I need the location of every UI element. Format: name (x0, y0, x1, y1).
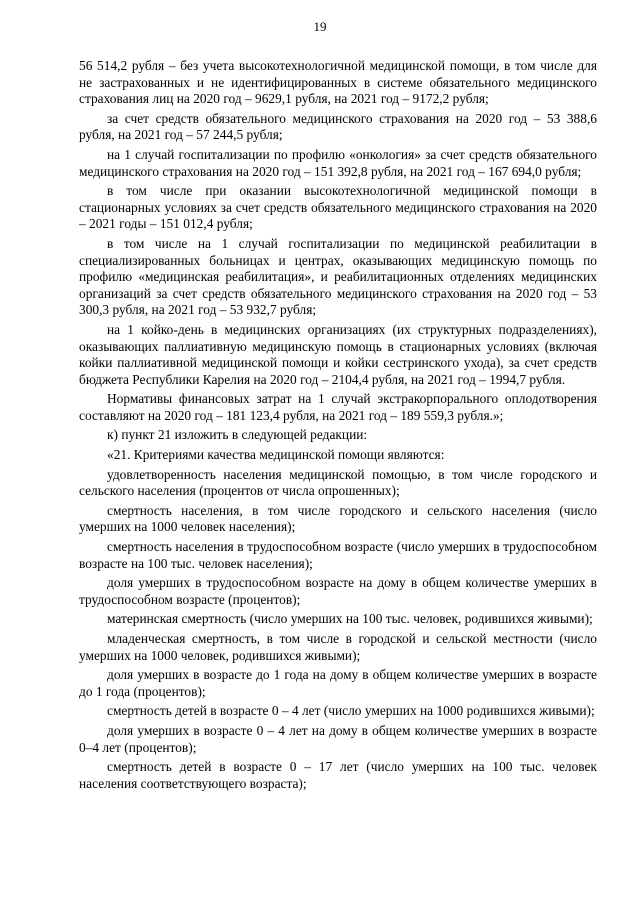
criterion-child-0-17-mortality: смертность детей в возрасте 0 – 17 лет (число умерших на 100 тыс. человек населения соответствующего возраста); (79, 759, 597, 791)
criterion-satisfaction: удовлетворенность населения медицинской помощью, в том числе городского и сельского населения (процентов от числа опрошенных); (79, 466, 597, 499)
criterion-working-age-home-deaths: доля умерших в трудоспособном возрасте на дому в общем количестве умерших в трудоспособном возрасте (процентов); (79, 575, 597, 607)
paragraph-rehabilitation-cost: в том числе на 1 случай госпитализации по медицинской реабилитации в специализированных больницах и центрах, оказывающих медицинскую помощь по профилю «медицинская реабилитация», и реабилитационных отделениях медицинских организаций за счет средств обязательного медицинского страхования на 2020 год – 53 300,3 рубля, на 2021 год – 53 932,7 рубля; (79, 235, 597, 318)
criterion-child-0-4-mortality: смертность детей в возрасте 0 – 4 лет (число умерших на 1000 родившихся живыми); (107, 703, 595, 719)
document-body (79, 58, 597, 795)
criterion-working-age-mortality: смертность населения в трудоспособном возрасте (число умерших в трудоспособном возрасте на 100 тыс. человек населения); (79, 539, 597, 571)
criterion-child-0-4-home-deaths: доля умерших в возрасте 0 – 4 лет на дому в общем количестве умерших в возрасте 0–4 лет (процентов); (79, 722, 597, 755)
criterion-infant-mortality: младенческая смертность, в том числе в городской и сельской местности (число умерших на 1000 человек, родившихся живыми); (79, 631, 597, 663)
paragraph-palliative-bed-day-cost: на 1 койко-день в медицинских организациях (их структурных подразделениях), оказывающих паллиативную медицинскую помощь в стационарных условиях (включая койки паллиативной медицинской помощи и койки сестринского ухода), за счет средств бюджета Республики Карелия на 2020 год – 2104,4 рубля, на 2021 год – 1994,7 рубля. (79, 321, 597, 387)
page-number: 19 (313, 19, 327, 34)
paragraph-oncology-cost: на 1 случай госпитализации по профилю «онкология» за счет средств обязательного медицинского страхования на 2020 год – 151 392,8 рубля, на 2021 год – 167 694,0 рубля; (79, 146, 597, 179)
paragraph-cost-excluding-high-tech: 56 514,2 рубля – без учета высокотехнологичной медицинской помощи, в том числе для не застрахованных и не идентифицированных в системе обязательного медицинского страхования лиц на 2020 год – 9629,1 рубля, на 2021 год – 9172,2 рубля; (79, 58, 597, 107)
paragraph-oms-cost: за счет средств обязательного медицинского страхования на 2020 год – 53 388,6 рубля, на 2021 год – 57 244,5 рубля; (79, 110, 597, 143)
criterion-maternal-mortality: материнская смертность (число умерших на 100 тыс. человек, родившихся живыми); (107, 611, 593, 627)
paragraph-high-tech-cost: в том числе при оказании высокотехнологичной медицинской помощи в стационарных условиях за счет средств обязательного медицинского страхования на 2020 – 2021 годы – 151 012,4 рубля; (79, 183, 597, 232)
paragraph-amendment-item: к) пункт 21 изложить в следующей редакции: (107, 427, 368, 443)
criterion-mortality: смертность населения, в том числе городского и сельского населения (число умерших на 1000 человек населения); (79, 502, 597, 535)
paragraph-quality-criteria-heading: «21. Критериями качества медицинской помощи являются: (107, 447, 445, 463)
paragraph-ivf-cost: Нормативы финансовых затрат на 1 случай экстракорпорального оплодотворения составляют на 2020 год – 181 123,4 рубля, на 2021 год – 189 559,3 рубля.»; (79, 391, 597, 423)
criterion-infant-home-deaths: доля умерших в возрасте до 1 года на дому в общем количестве умерших в возрасте до 1 года (процентов); (79, 667, 597, 699)
